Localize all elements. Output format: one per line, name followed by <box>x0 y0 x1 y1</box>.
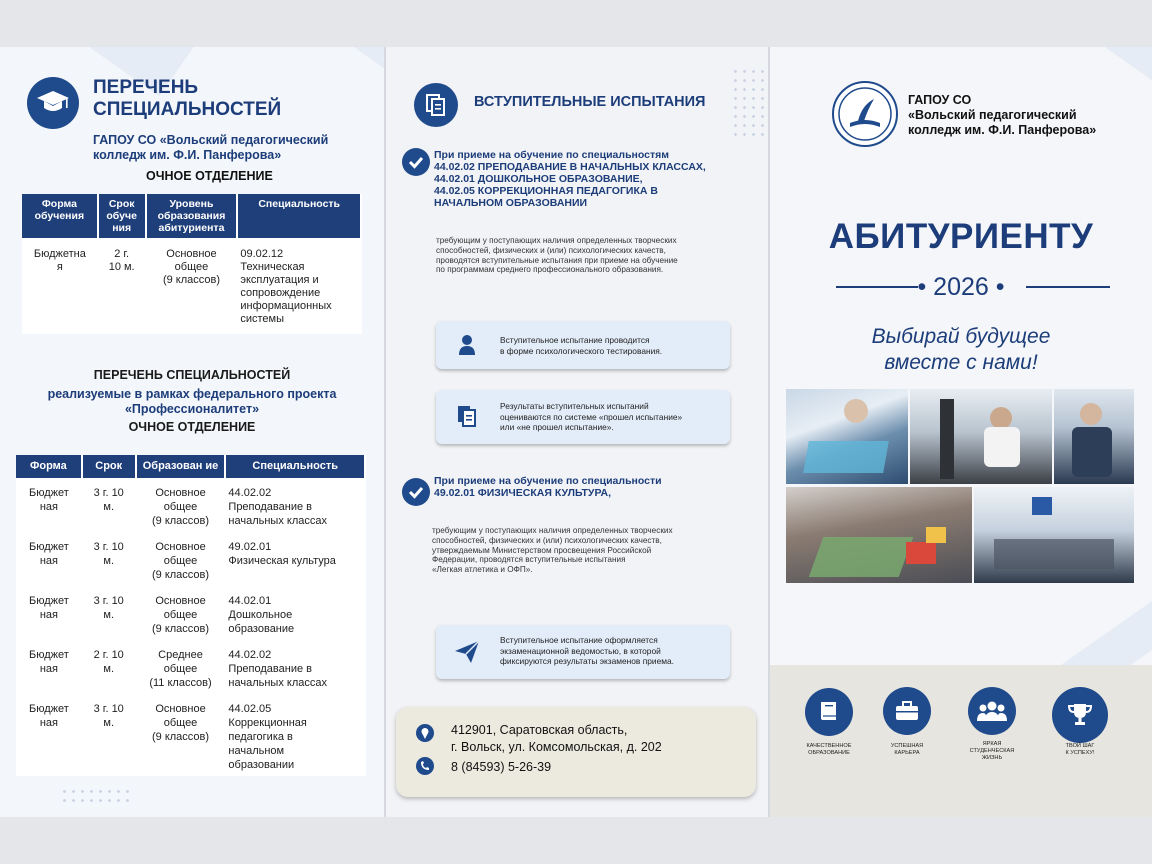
headline: АБИТУРИЕНТУ <box>828 217 1094 256</box>
feature-label: КАЧЕСТВЕННОЕ ОБРАЗОВАНИЕ <box>806 743 852 756</box>
info-card-exam-sheet: Вступительное испытание оформляется экзаменационной ведомостью, в которой фиксируются результаты экзаменов приема. <box>436 625 730 679</box>
term-cell: 3 г. 10 м. <box>93 595 124 621</box>
requirements-text-1: требующим у поступающих наличия определенных творческих способностей, физических и (или) психологических качеств, проводятся вступительные испытания при приеме на обучение по программам среднего профессионального образования. <box>436 236 678 275</box>
briefcase-icon <box>883 687 931 735</box>
level-cell: Среднее общее (11 классов) <box>149 649 212 689</box>
table-row <box>22 238 361 334</box>
people-icon <box>968 687 1016 735</box>
section-subtitle: реализуемые в рамках федерального проекта <box>47 387 337 401</box>
column-header: Специальность <box>225 455 365 478</box>
trophy-icon <box>1052 687 1108 743</box>
specialties-block-1: При приеме на обучение по специальностям 44.02.02 ПРЕПОДАВАНИЕ В НАЧАЛЬНЫХ КЛАССАХ, 44.02.01 ДОШКОЛЬНОЕ ОБРАЗОВАНИЕ, 44.02.05 КОРРЕКЦИОННАЯ ПЕДАГОГИКА В НАЧАЛЬНОМ ОБРАЗОВАНИИ <box>434 149 706 209</box>
document-icon <box>414 83 458 127</box>
specialty-cell: 44.02.02 Преподавание в начальных классах <box>228 487 327 527</box>
address-line: 412901, Саратовская область, <box>451 723 628 737</box>
term-cell: 3 г. 10 м. <box>93 541 124 567</box>
phone-icon <box>416 757 434 780</box>
photo-workshop <box>786 487 972 583</box>
info-card-results: Результаты вступительных испытаний оцениваются по системе «прошел испытание» или «не прошел испытание». <box>436 390 730 444</box>
column-header: Срок обуче ния <box>98 194 146 238</box>
feature-label: ТВОЙ ШАГ К УСПЕХУ! <box>1065 743 1095 756</box>
level-cell: Основное общее (9 классов) <box>151 595 210 635</box>
form-cell: Бюджет ная <box>29 649 69 675</box>
section-subtitle: «Профессионалитет» <box>124 402 260 416</box>
column-header: Специальность <box>237 194 361 238</box>
form-cell: Бюджет ная <box>29 703 69 729</box>
photo-classroom <box>786 389 908 484</box>
specialties-block-2: При приеме на обучение по специальности 49.02.01 ФИЗИЧЕСКАЯ КУЛЬТУРА, <box>434 475 662 499</box>
specialty-cell: 44.02.05 Коррекционная педагогика в начальном образовании <box>228 703 307 771</box>
table-row <box>16 478 365 532</box>
entrance-exams-panel <box>386 47 768 817</box>
graduation-cap-icon <box>27 77 79 129</box>
term-cell: 3 г. 10 м. <box>93 703 124 729</box>
specialty-cell: 44.02.02 Преподавание в начальных классах <box>228 649 327 689</box>
photo-gym <box>910 389 1052 484</box>
level-cell: Основное общее (9 классов) <box>151 541 210 581</box>
check-icon <box>402 478 430 506</box>
column-header: Образован ие <box>136 455 226 478</box>
year-label: • 2026 • <box>917 273 1005 301</box>
form-cell: Бюджет ная <box>29 541 69 567</box>
specialty-cell: 49.02.01 Физическая культура <box>228 541 336 567</box>
section-title: ВСТУПИТЕЛЬНЫЕ ИСПЫТАНИЯ <box>474 94 706 110</box>
page-title: ПЕРЕЧЕНЬ СПЕЦИАЛЬНОСТЕЙ <box>93 77 282 120</box>
term-cell: 3 г. 10 м. <box>93 487 124 513</box>
address-line: г. Вольск, ул. Комсомольская, д. 202 <box>451 740 662 754</box>
table-row <box>16 694 365 776</box>
brochure-sheet <box>0 47 1152 817</box>
column-header: Форма <box>16 455 82 478</box>
college-name: ГАПОУ СО «Вольский педагогический колледж им. Ф.И. Панферова» <box>93 133 329 162</box>
column-header: Уровень образования абитуриента <box>146 194 238 238</box>
phone-number: 8 (84593) 5-26-39 <box>451 760 552 774</box>
table-row <box>16 532 365 586</box>
contact-box <box>396 707 756 797</box>
person-icon <box>458 334 476 361</box>
features-strip <box>770 665 1152 817</box>
level-cell: Основное общее (9 классов) <box>162 248 220 286</box>
specialty-cell: 09.02.12 Техническая эксплуатация и сопровождение информационных системы <box>240 248 332 325</box>
document-icon <box>456 404 478 433</box>
cover-panel <box>770 47 1152 817</box>
table-row <box>16 640 365 694</box>
feature-label: ЯРКАЯ СТУДЕНЧЕСКАЯ ЖИЗНЬ <box>969 741 1015 761</box>
feature-label: УСПЕШНАЯ КАРЬЕРА <box>890 743 924 756</box>
decor-dots <box>731 67 768 137</box>
term-cell: 2 г. 10 м. <box>108 248 135 273</box>
decor-dots <box>60 787 130 805</box>
table-row <box>16 586 365 640</box>
specialty-table-1 <box>22 194 362 334</box>
form-cell: Бюджетна я <box>33 248 86 273</box>
form-cell: Бюджет ная <box>29 487 69 513</box>
form-cell: Бюджет ная <box>29 595 69 621</box>
college-logo <box>832 81 898 147</box>
location-pin-icon <box>416 724 434 749</box>
requirements-text-2: требующим у поступающих наличия определенных творческих способностей, физических и (или) психологических качеств, утверждаемым Министерством просвещения Российской Федерации, проводятся вступительные испытания «Легкая атлетика и ОФП». <box>432 526 673 575</box>
info-card-psych-test: Вступительное испытание проводится в форме психологического тестирования. <box>436 321 730 369</box>
term-cell: 2 г. 10 м. <box>93 649 124 675</box>
specialties-panel <box>0 47 384 817</box>
specialty-cell: 44.02.01 Дошкольное образование <box>228 595 295 635</box>
specialty-table-2 <box>16 455 366 776</box>
level-cell: Основное общее (9 классов) <box>151 487 210 527</box>
photo-lab <box>974 487 1134 583</box>
book-icon <box>805 688 853 736</box>
paper-plane-icon <box>454 640 480 669</box>
slogan: Выбирай будущее вместе с нами! <box>871 325 1051 374</box>
department-label: ОЧНОЕ ОТДЕЛЕНИЕ <box>146 169 273 183</box>
level-cell: Основное общее (9 классов) <box>151 703 210 743</box>
college-name: ГАПОУ СО «Вольский педагогический колледж им. Ф.И. Панферова» <box>908 93 1097 137</box>
section-title: ПЕРЕЧЕНЬ СПЕЦИАЛЬНОСТЕЙ <box>93 368 291 382</box>
check-icon <box>402 148 430 176</box>
department-label: ОЧНОЕ ОТДЕЛЕНИЕ <box>128 420 256 434</box>
column-header: Форма обучения <box>22 194 98 238</box>
column-header: Срок <box>82 455 136 478</box>
photo-vr <box>1054 389 1134 484</box>
decor-line <box>1026 286 1110 288</box>
